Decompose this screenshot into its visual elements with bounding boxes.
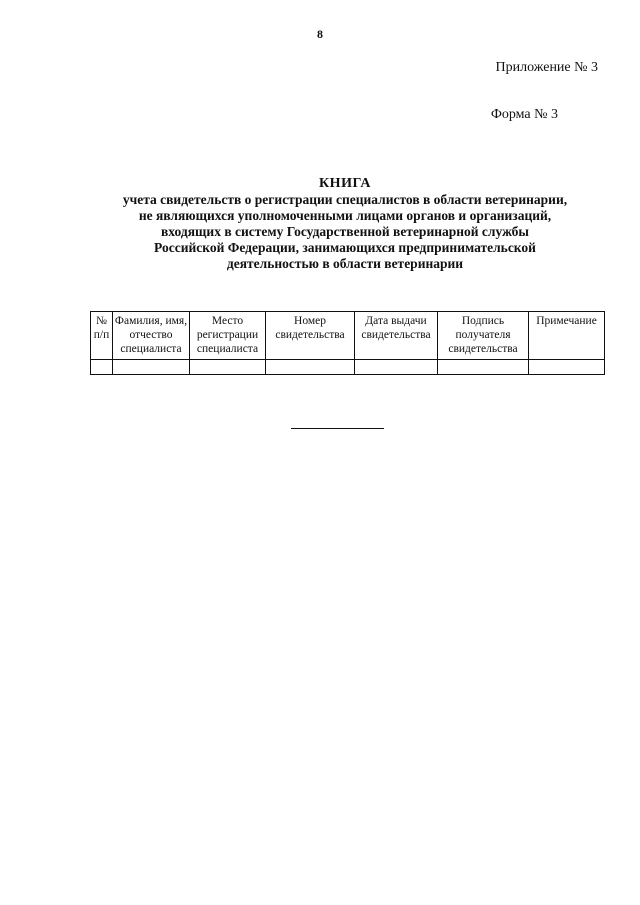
column-header-number: № п/п	[91, 312, 113, 360]
column-header-full-name: Фамилия, имя, отчество специалиста	[113, 312, 190, 360]
column-header-issue-date: Дата выдачи свидетельства	[355, 312, 438, 360]
table-header-row	[91, 312, 605, 360]
table-cell	[355, 360, 438, 375]
register-table	[90, 311, 605, 375]
table-cell	[266, 360, 355, 375]
table-cell	[113, 360, 190, 375]
title-line: не являющихся уполномоченными лицами органов и организаций,	[138, 208, 552, 223]
column-header-recipient-signature: Подпись получателя свидетельства	[438, 312, 529, 360]
title-heading: КНИГА	[319, 176, 371, 191]
table-row	[91, 360, 605, 375]
title-line: Российской Федерации, занимающихся предпринимательской	[154, 240, 536, 255]
page-number: 8	[317, 27, 323, 41]
column-header-note: Примечание	[529, 312, 605, 360]
table-cell	[190, 360, 266, 375]
document-title	[60, 176, 630, 272]
title-line: учета свидетельств о регистрации специалистов в области ветеринарии,	[122, 192, 568, 207]
table-cell	[91, 360, 113, 375]
title-line: входящих в систему Государственной ветеринарной службы	[161, 224, 529, 239]
column-header-registration-place: Место регистрации специалиста	[190, 312, 266, 360]
table-cell	[529, 360, 605, 375]
form-number-label: Форма № 3	[490, 107, 558, 122]
annex-label: Приложение № 3	[495, 60, 598, 75]
column-header-certificate-number: Номер свидетельства	[266, 312, 355, 360]
closing-rule	[291, 428, 384, 429]
table-cell	[438, 360, 529, 375]
title-line: деятельностью в области ветеринарии	[226, 256, 464, 271]
